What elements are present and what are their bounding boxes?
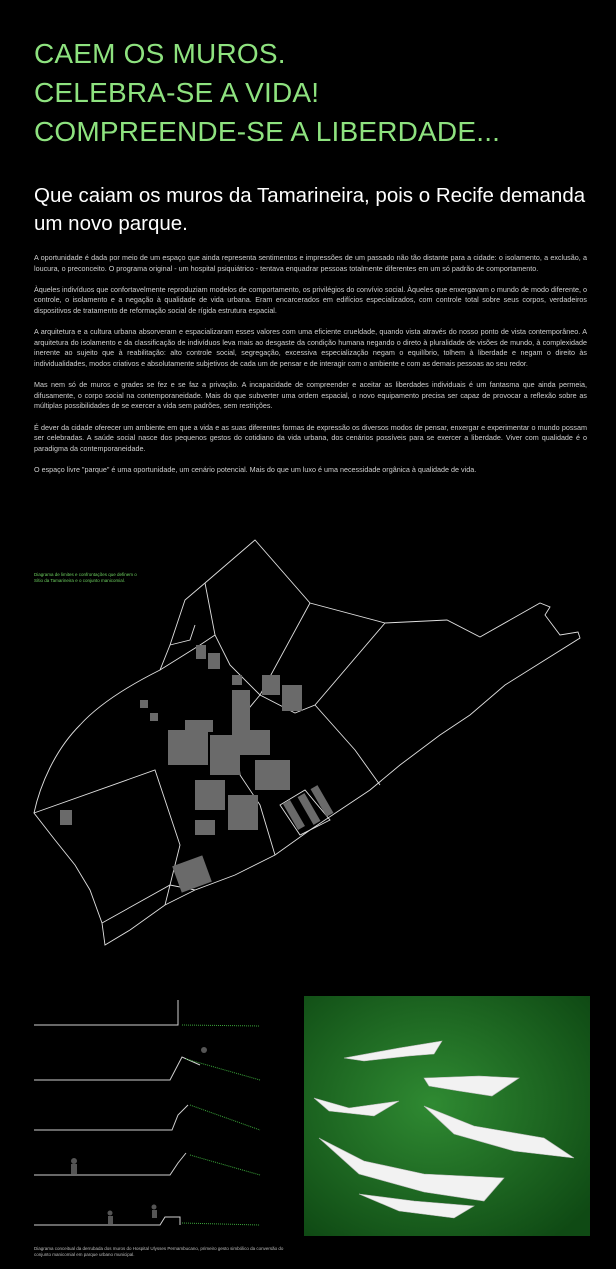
building — [196, 645, 206, 659]
building — [140, 700, 148, 708]
building — [262, 675, 280, 695]
body-text — [34, 253, 587, 486]
model-photo — [304, 996, 590, 1236]
section-line — [34, 1105, 188, 1130]
building — [150, 713, 158, 721]
section-line — [34, 1057, 200, 1080]
site-boundary — [34, 540, 580, 945]
paragraph: O espaço livre "parque" é uma oportunidade, um cenário potencial. Mais do que um luxo é uma necessidade orgânica à qualidade de vida. — [34, 464, 477, 474]
section-line — [34, 1000, 178, 1025]
building — [195, 780, 225, 810]
subtitle: Que caiam os muros da Tamarineira, pois o Recife demanda um novo parque. — [34, 184, 586, 235]
map-caption: Diagrama de limites e confrontações que definem o Sítio da Tamarineira e o conjunto manicomial. — [34, 572, 137, 583]
building — [210, 735, 240, 775]
building — [240, 730, 270, 755]
building — [255, 760, 290, 790]
paragraph: Mas nem só de muros e grades se fez e se faz a privação. A incapacidade de compreender e aceitar as liberdades individuais é um fantasma que ainda permeia, difusamente, o corpo social na contemporaneidade. Mais do que subverter uma ordem espacial, o novo equipamento precisa ser capaz de provocar a reflexão sobre as múltiplas possibilidades de se exercer a vida sem padrões, sem restrições. — [34, 380, 587, 411]
headline-line-3: COMPREENDE-SE A LIBERDADE... — [34, 116, 501, 147]
building — [282, 685, 302, 711]
building — [232, 675, 242, 685]
section-diagrams — [30, 995, 280, 1245]
site-map — [0, 535, 616, 965]
building — [60, 810, 72, 825]
paragraph: A oportunidade é dada por meio de um espaço que ainda representa sentimentos e impressões de um passado não tão distante para a cidade: o isolamento, a exclusão, a loucura, o preconceito. O programa original - um hospital psiquiátrico - tentava enquadrar pessoas totalmente diferentes em um só padrão de comportamento. — [34, 253, 587, 273]
headline — [34, 34, 594, 151]
headline-line-2: CELEBRA-SE A VIDA! — [34, 77, 320, 108]
paragraph: A arquitetura e a cultura urbana absorveram e espacializaram esses valores com uma eficiente crueldade, quando vista através do nosso ponto de vista contemporâneo. A arquitetura do isolamento e da classificação de indivíduos leva mais ao desgaste da condição humana negando o direto à pluralidade de visões de mundo, à complexidade inerente ao sujeito que à reabilitação: alto controle social, segregação, excessiva especialização negam o equilíbrio, tolhem à liberdade e negam o direito às individualidades, modos criativos e absolutamente subjetivos de cada um de pensar e de interagir com o ambiente e com as demais pessoas ao seu redor. — [34, 327, 587, 368]
building — [185, 720, 213, 732]
section-line — [34, 1153, 186, 1175]
bottom-caption: Diagrama conceitual da derrubada dos muros do Hospital Ulysses Pernambucano, primeiro gesto simbólico da conversão do conjunto manicomial em parque urbano municipal. — [34, 1246, 284, 1257]
headline-line-1: CAEM OS MUROS. — [34, 38, 286, 69]
building — [195, 820, 215, 835]
paragraph: Àqueles indivíduos que confortavelmente reproduziam modelos de comportamento, os privilégios do convívio social. Àqueles que enxergavam o mundo de modo diferente, o controle, o isolamento e a negação à qualidade de vida urbana. Eram encarcerados em edifícios especializados, com controle total sobre seus corpos, verdadeiros dispositivos de tratamento de reformação social de rígida estrutura espacial. — [34, 284, 587, 315]
building — [228, 795, 258, 830]
paragraph: É dever da cidade oferecer um ambiente em que a vida e as suas diferentes formas de expressão os diversos modos de pensar, enxergar e experimentar o mundo possam ser celebradas. A saúde social nasce dos pequenos gestos do cotidiano da vida urbana, dos cenários possíveis para se exercer a liberdade. Viver com qualidade é o paradigma da contemporaneidade. — [34, 422, 587, 453]
building — [168, 730, 208, 765]
building — [208, 653, 220, 669]
section-line — [34, 1217, 180, 1225]
